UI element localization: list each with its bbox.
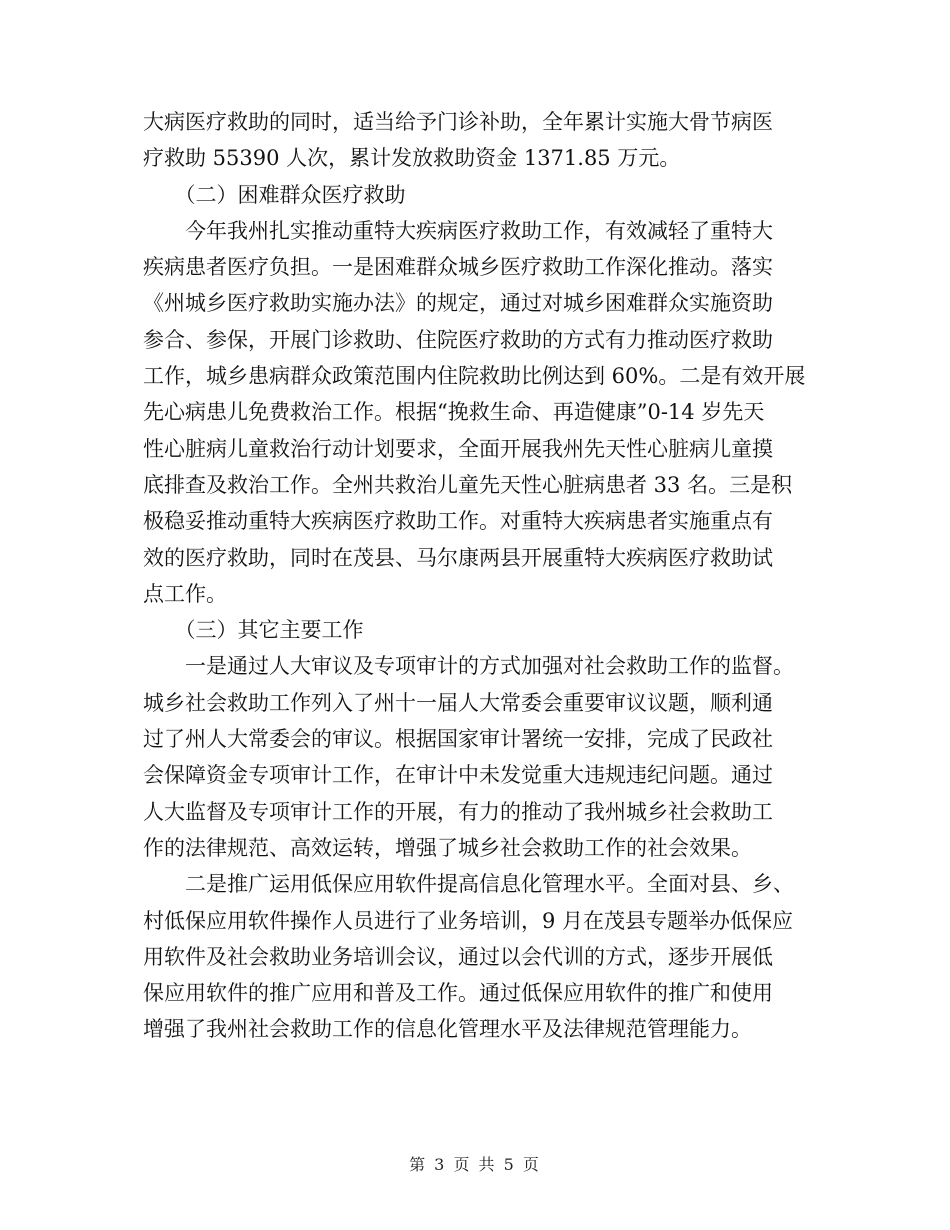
text-line: 二是推广运用低保应用软件提高信息化管理水平。全面对县、乡、 (143, 872, 794, 897)
text-line: 用软件及社会救助业务培训会议，通过以会代训的方式，逐步开展低 (143, 944, 773, 969)
text-line: 保应用软件的推广应用和普及工作。通过低保应用软件的推广和使用 (143, 981, 773, 1006)
text-line: （二）困难群众医疗救助 (143, 182, 406, 207)
text-line: 疾病患者医疗负担。一是困难群众城乡医疗救助工作深化推动。落实 (143, 255, 773, 280)
text-line: 工作，城乡患病群众政策范围内住院救助比例达到 60%。二是有效开展 (143, 364, 806, 389)
text-line: 性心脏病儿童救治行动计划要求，全面开展我州先天性心脏病儿童摸 (143, 436, 773, 461)
text-line: （三）其它主要工作 (143, 618, 364, 643)
text-line: 村低保应用软件操作人员进行了业务培训，9 月在茂县专题举办低保应 (143, 908, 794, 933)
text-line: 城乡社会救助工作列入了州十一届人大常委会重要审议议题，顺利通 (143, 690, 773, 715)
text-line: 会保障资金专项审计工作，在审计中未发觉重大违规违纪问题。通过 (143, 763, 773, 788)
document-body (143, 104, 809, 1048)
page-footer: 第 3 页 共 5 页 (409, 1155, 541, 1174)
text-line: 人大监督及专项审计工作的开展，有力的推动了我州城乡社会救助工 (143, 799, 773, 824)
text-line: 点工作。 (143, 581, 227, 606)
text-line: 增强了我州社会救助工作的信息化管理水平及法律规范管理能力。 (143, 1017, 752, 1042)
text-line: 参合、参保，开展门诊救助、住院医疗救助的方式有力推动医疗救助 (143, 327, 773, 352)
text-line: 作的法律规范、高效运转，增强了城乡社会救助工作的社会效果。 (143, 835, 752, 860)
text-line: 《州城乡医疗救助实施办法》的规定，通过对城乡困难群众实施资助 (143, 291, 773, 316)
text-line: 先心病患儿免费救治工作。根据“挽救生命、再造健康”0-14 岁先天 (143, 400, 765, 425)
text-line: 疗救助 55390 人次，累计发放救助资金 1371.85 万元。 (143, 146, 681, 171)
text-line: 今年我州扎实推动重特大疾病医疗救助工作，有效减轻了重特大 (143, 218, 773, 243)
text-line: 大病医疗救助的同时，适当给予门诊补助，全年累计实施大骨节病医 (143, 110, 773, 134)
text-line: 过了州人大常委会的审议。根据国家审计署统一安排，完成了民政社 (143, 727, 773, 752)
text-line: 一是通过人大审议及专项审计的方式加强对社会救助工作的监督。 (143, 654, 794, 679)
text-line: 效的医疗救助，同时在茂县、马尔康两县开展重特大疾病医疗救助试 (143, 545, 773, 570)
text-line: 极稳妥推动重特大疾病医疗救助工作。对重特大疾病患者实施重点有 (143, 509, 773, 534)
text-line: 底排查及救治工作。全州共救治儿童先天性心脏病患者 33 名。三是积 (143, 472, 793, 497)
